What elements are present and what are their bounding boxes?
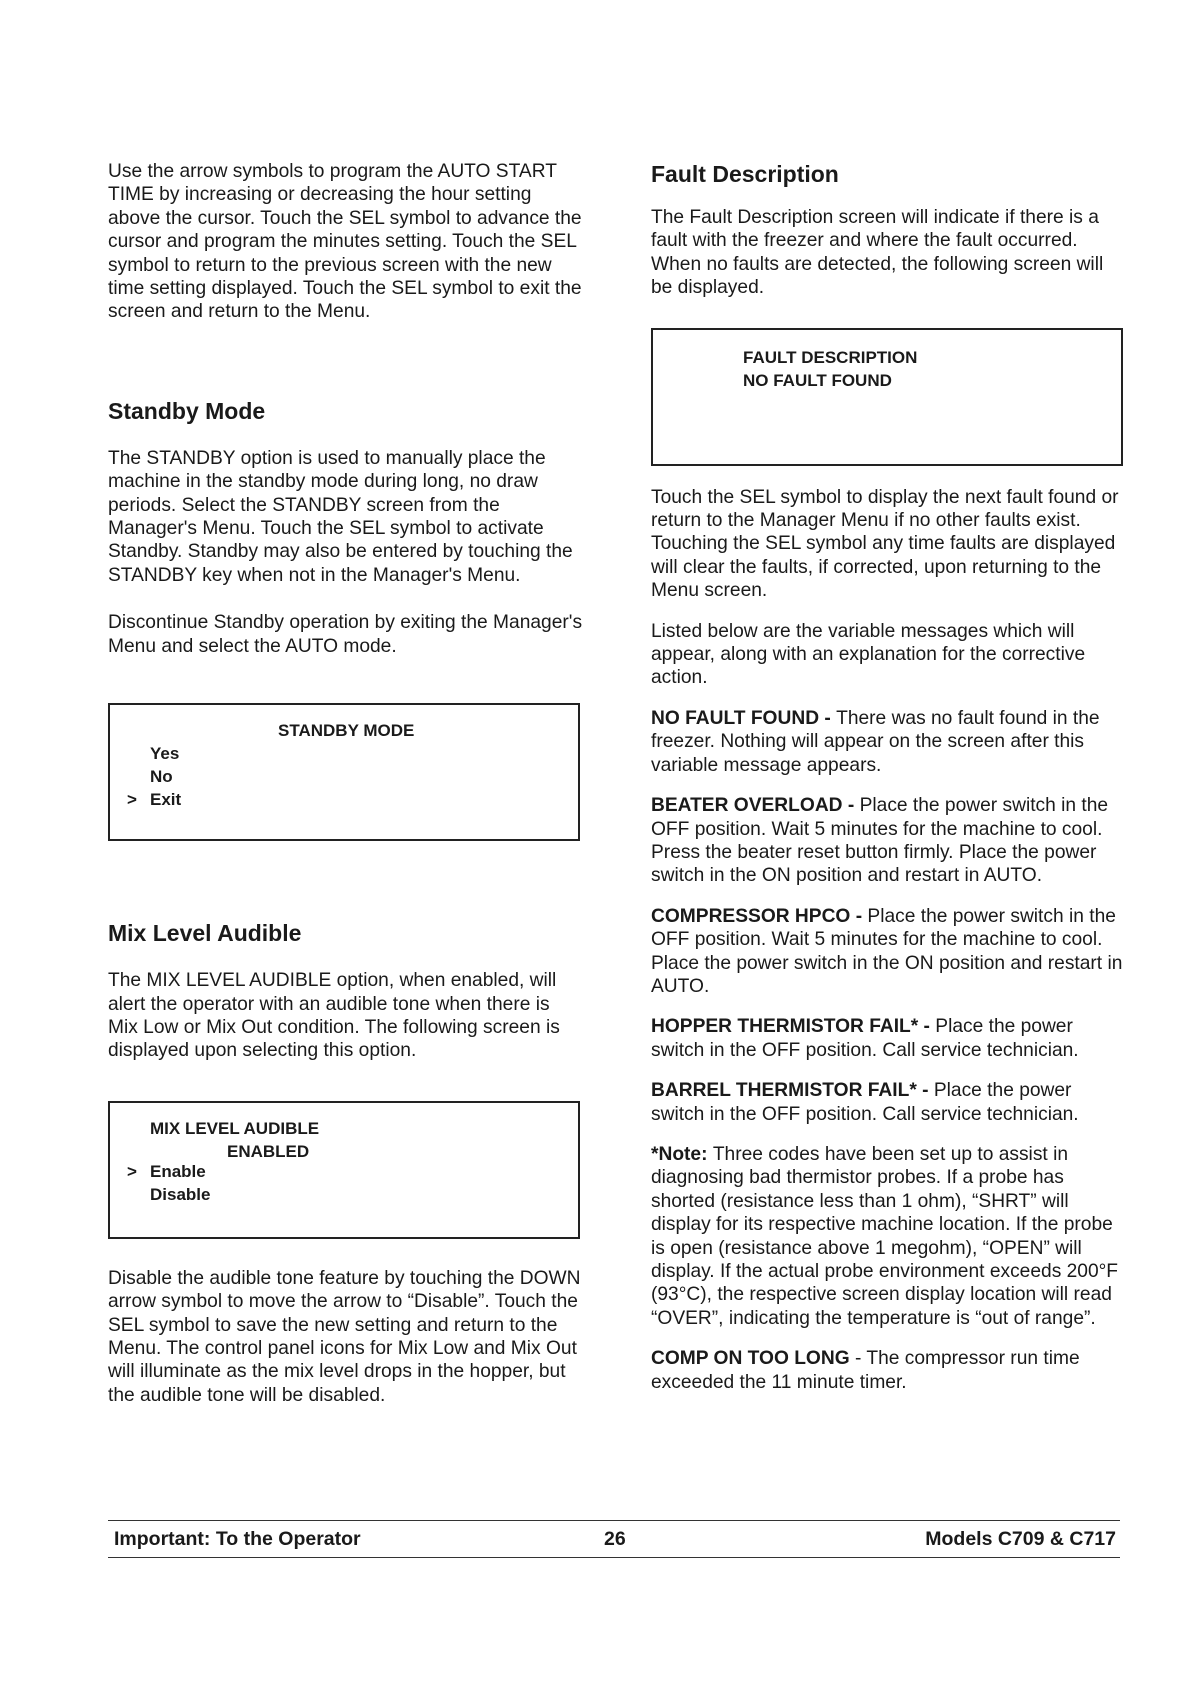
option-disable: Disable xyxy=(150,1184,211,1204)
fault-message-item xyxy=(651,1143,1127,1330)
fault-description-intro: The Fault Description screen will indicate if there is a fault with the freezer and where the fault occurred. When no faults are detected, the following screen will be displayed. xyxy=(651,207,1104,299)
fault-term: HOPPER THERMISTOR FAIL* - xyxy=(651,1016,936,1038)
fault-term: *Note: xyxy=(651,1143,713,1165)
fault-message-item xyxy=(651,905,1127,999)
fault-message-item xyxy=(651,1079,1127,1126)
cursor-arrow: > xyxy=(127,1161,137,1181)
enabled-status: ENABLED xyxy=(227,1141,310,1161)
fault-description-screen xyxy=(651,328,1123,466)
screen-title: MIX LEVEL AUDIBLE xyxy=(150,1118,320,1138)
fault-term: COMP ON TOO LONG xyxy=(651,1348,850,1370)
page-number: 26 xyxy=(604,1528,626,1550)
screen-line-1: FAULT DESCRIPTION xyxy=(743,347,918,367)
fault-term: NO FAULT FOUND - xyxy=(651,707,837,729)
fault-explanation: - The compressor run time exceeded the 11 minute timer. xyxy=(651,1348,1080,1393)
fault-message-item xyxy=(651,794,1127,888)
fault-term: BEATER OVERLOAD - xyxy=(651,795,860,817)
fault-explanation: Place the power switch in the OFF position. Call service technician. xyxy=(651,1080,1079,1125)
option-no: No xyxy=(150,767,173,787)
right-column xyxy=(651,160,1127,1394)
cursor-arrow: > xyxy=(127,790,137,810)
fault-message-item xyxy=(651,1347,1127,1394)
fault-explanation: There was no fault found in the freezer. Nothing will appear on the screen after this variable message appears. xyxy=(651,707,1100,776)
fault-description-heading: Fault Description xyxy=(651,161,839,187)
option-exit: Exit xyxy=(150,790,182,810)
standby-discontinue-paragraph: Discontinue Standby operation by exiting the Manager's Menu and select the AUTO mode. xyxy=(108,612,583,657)
auto-start-time-paragraph: Use the arrow symbols to program the AUTO START TIME by increasing or decreasing the hour setting above the cursor. Touch the SEL symbol to advance the cursor and program the minutes setting. Touch the SEL symbol to return to the previous screen with the new time setting displayed. Touch the SEL symbol to exit the screen and return to the Menu. xyxy=(108,161,582,323)
fault-explanation: Place the power switch in the OFF position. Wait 5 minutes for the machine to cool. Place the power switch in the ON position and restart in AUTO. xyxy=(651,905,1123,997)
fault-explanation: Place the power switch in the OFF position. Wait 5 minutes for the machine to cool. Press the beater reset button firmly. Place the power switch in the ON position and restart in AUTO. xyxy=(651,795,1109,887)
fault-message-item xyxy=(651,1015,1127,1062)
footer-left-text: Important: To the Operator xyxy=(114,1528,361,1550)
mix-level-audible-screen xyxy=(108,1101,580,1239)
variable-messages-paragraph: Listed below are the variable messages which will appear, along with an explanation for the corrective action. xyxy=(651,620,1086,689)
option-yes: Yes xyxy=(150,744,180,764)
standby-description-paragraph: The STANDBY option is used to manually place the machine in the standby mode during long, no draw periods. Select the STANDBY screen from the Manager's Menu. Touch the SEL symbol to activate Standby. Standby may also be entered by touching the STANDBY key when not in the Manager's Menu. xyxy=(108,447,573,586)
disable-audible-paragraph: Disable the audible tone feature by touching the DOWN arrow symbol to move the arrow to “Disable”. Touch the SEL symbol to save the new setting and return to the Menu. The control panel icons for Mix Low and Mix Out will illuminate as the mix level drops in the hopper, but the audible tone will be disabled. xyxy=(108,1267,581,1406)
option-enable: Enable xyxy=(150,1161,206,1181)
mix-level-description-paragraph: The MIX LEVEL AUDIBLE option, when enabled, will alert the operator with an audible tone when there is Mix Low or Mix Out condition. The following screen is displayed upon selecting this option. xyxy=(108,970,560,1062)
standby-mode-screen xyxy=(108,703,580,841)
screen-line-2: NO FAULT FOUND xyxy=(743,370,892,390)
left-column xyxy=(108,160,584,1407)
fault-explanation: Three codes have been set up to assist in diagnosing bad thermistor probes. If a probe has shorted (resistance less than 1 ohm), “SHRT” will display for its respective machine location. If the probe is open (resistance above 1 megohm), “OPEN” will display. If the actual probe environment exceeds 200°F (93°C), the respective screen display location will read “OVER”, indicating the temperature is “out of range”. xyxy=(651,1143,1119,1329)
fault-message-list xyxy=(651,707,1127,1394)
standby-mode-heading: Standby Mode xyxy=(108,397,266,424)
fault-message-item xyxy=(651,707,1127,777)
mix-level-audible-heading: Mix Level Audible xyxy=(108,920,302,947)
fault-term: COMPRESSOR HPCO - xyxy=(651,905,868,927)
footer-bottom-rule xyxy=(108,1557,1120,1558)
screen-title: STANDBY MODE xyxy=(278,721,415,741)
footer-right-text: Models C709 & C717 xyxy=(925,1528,1116,1550)
fault-navigation-paragraph: Touch the SEL symbol to display the next fault found or return to the Manager Menu if no other faults exist. Touching the SEL symbol any time faults are displayed will clear the faults, if corrected, upon returning to the Menu screen. xyxy=(651,486,1119,602)
fault-term: BARREL THERMISTOR FAIL* - xyxy=(651,1080,934,1102)
footer-top-rule xyxy=(108,1520,1120,1521)
fault-explanation: Place the power switch in the OFF position. Call service technician. xyxy=(651,1016,1079,1061)
